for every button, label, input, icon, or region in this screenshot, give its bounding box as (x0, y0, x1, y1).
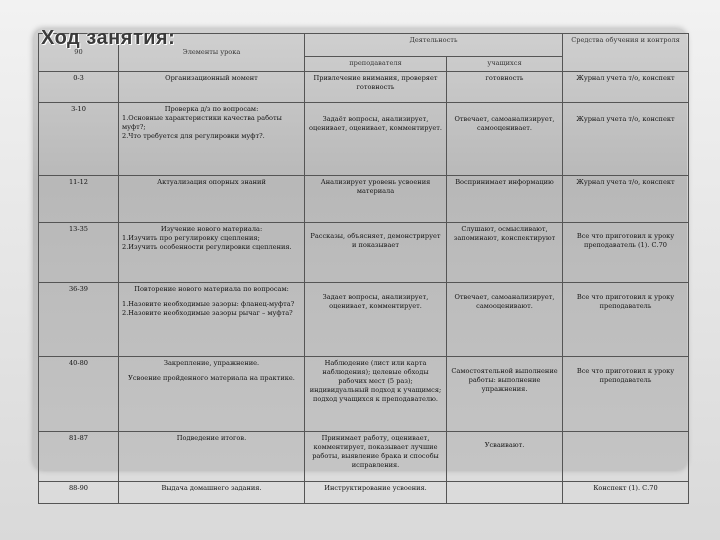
row-time: 40-80 (39, 357, 119, 432)
row-student: готовность (447, 72, 563, 103)
element-line: 1.Назовите необходимые зазоры: фланец-муфта? (122, 299, 295, 308)
header-time: 90 (39, 34, 119, 72)
table-row (39, 72, 689, 103)
header-tools: Средства обучения и контроля (563, 34, 689, 72)
row-time: 11-12 (39, 176, 119, 223)
row-student (447, 482, 563, 504)
row-student: Самостоятельной выполнение работы: выполнение упражнения. (447, 357, 563, 432)
row-student: Слушают, осмысливают, запоминают, конспектируют (447, 223, 563, 283)
element-line: 2.Что требуется для регулировки муфт?. (122, 131, 265, 140)
table-row (39, 432, 689, 482)
row-tools: Все что приготовил к уроку преподаватель (563, 357, 689, 432)
row-elements (119, 103, 305, 176)
row-time: 0-3 (39, 72, 119, 103)
header-student: учащихся (447, 57, 563, 72)
row-elements (119, 357, 305, 432)
row-teacher: Рассказы, объясняет, демонстрирует и показывает (305, 223, 447, 283)
row-student: Отвечает, самоанализирует, самооценивает. (447, 103, 563, 176)
row-student: Усваивают. (447, 432, 563, 482)
row-teacher: Задает вопросы, анализирует, оценивает, комментирует. (305, 283, 447, 357)
element-line: 1.Основные характеристики качества работы муфт?; (122, 113, 282, 131)
row-teacher: Наблюдение (лист или карта наблюдения); целевые обходы рабочих мест (5 раз); индивидуальный подход к учащимся; подход учащихся к преподавателю. (305, 357, 447, 432)
row-elements (119, 176, 305, 223)
row-student: Отвечает, самоанализирует, самооценивают. (447, 283, 563, 357)
page-title: Ход занятия: (41, 27, 176, 49)
row-teacher: Анализирует уровень усвоения материала (305, 176, 447, 223)
row-elements (119, 432, 305, 482)
row-elements (119, 223, 305, 283)
element-line: Усвоение пройденного материала на практике. (128, 373, 295, 382)
table-row (39, 482, 689, 504)
row-student: Воспринимает информацию (447, 176, 563, 223)
row-time: 88-90 (39, 482, 119, 504)
table-row (39, 223, 689, 283)
header-activity: Деятельность (305, 34, 563, 57)
row-elements (119, 482, 305, 504)
element-line: Проверка д/з по вопросам: (164, 105, 259, 113)
row-tools (563, 432, 689, 482)
element-line: Организационный момент (165, 74, 258, 82)
element-line: Закрепление, упражнение. (163, 359, 260, 367)
row-elements (119, 283, 305, 357)
row-tools: Журнал учета т/о, конспект (563, 103, 689, 176)
row-time: 81-87 (39, 432, 119, 482)
element-line: Изучение нового материала: (160, 225, 263, 233)
row-tools: Все что приготовил к уроку преподаватель (1). С.70 (563, 223, 689, 283)
element-line: Выдача домашнего задания. (161, 484, 262, 492)
row-teacher: Принимает работу, оценивает, комментирует, показывает лучшие работы, выявление брака и способы исправления. (305, 432, 447, 482)
row-tools: Журнал учета т/о, конспект (563, 176, 689, 223)
row-time: 36-39 (39, 283, 119, 357)
row-elements (119, 72, 305, 103)
element-line: 2.Изучить особенности регулировки сцепления. (122, 242, 292, 251)
row-tools: Журнал учета т/о, конспект (563, 72, 689, 103)
table-row (39, 357, 689, 432)
lesson-plan-table (38, 33, 689, 504)
row-teacher: Задаёт вопросы, анализирует, оценивает, оценивает, комментирует. (305, 103, 447, 176)
row-tools: Все что приготовил к уроку преподаватель (563, 283, 689, 357)
row-teacher: Привлечение внимания, проверяет готовность (305, 72, 447, 103)
element-line: 1.Изучить про регулировку сцепления; (122, 233, 260, 242)
element-line: Актуализация опорных знаний (157, 178, 266, 186)
table-row (39, 283, 689, 357)
header-teacher: преподавателя (305, 57, 447, 72)
row-tools: Конспект (1). С.70 (563, 482, 689, 504)
header-elements: Элементы урока (119, 34, 305, 72)
row-teacher: Инструктирование усвоения. (305, 482, 447, 504)
element-line: Повторение нового материала по вопросам: (134, 285, 289, 293)
row-time: 3-10 (39, 103, 119, 176)
row-time: 13-35 (39, 223, 119, 283)
element-line: Подведение итогов. (176, 434, 247, 442)
table-row (39, 176, 689, 223)
element-line: 2.Назовите необходимые зазоры рычаг – муфта? (122, 308, 293, 317)
table-row (39, 103, 689, 176)
